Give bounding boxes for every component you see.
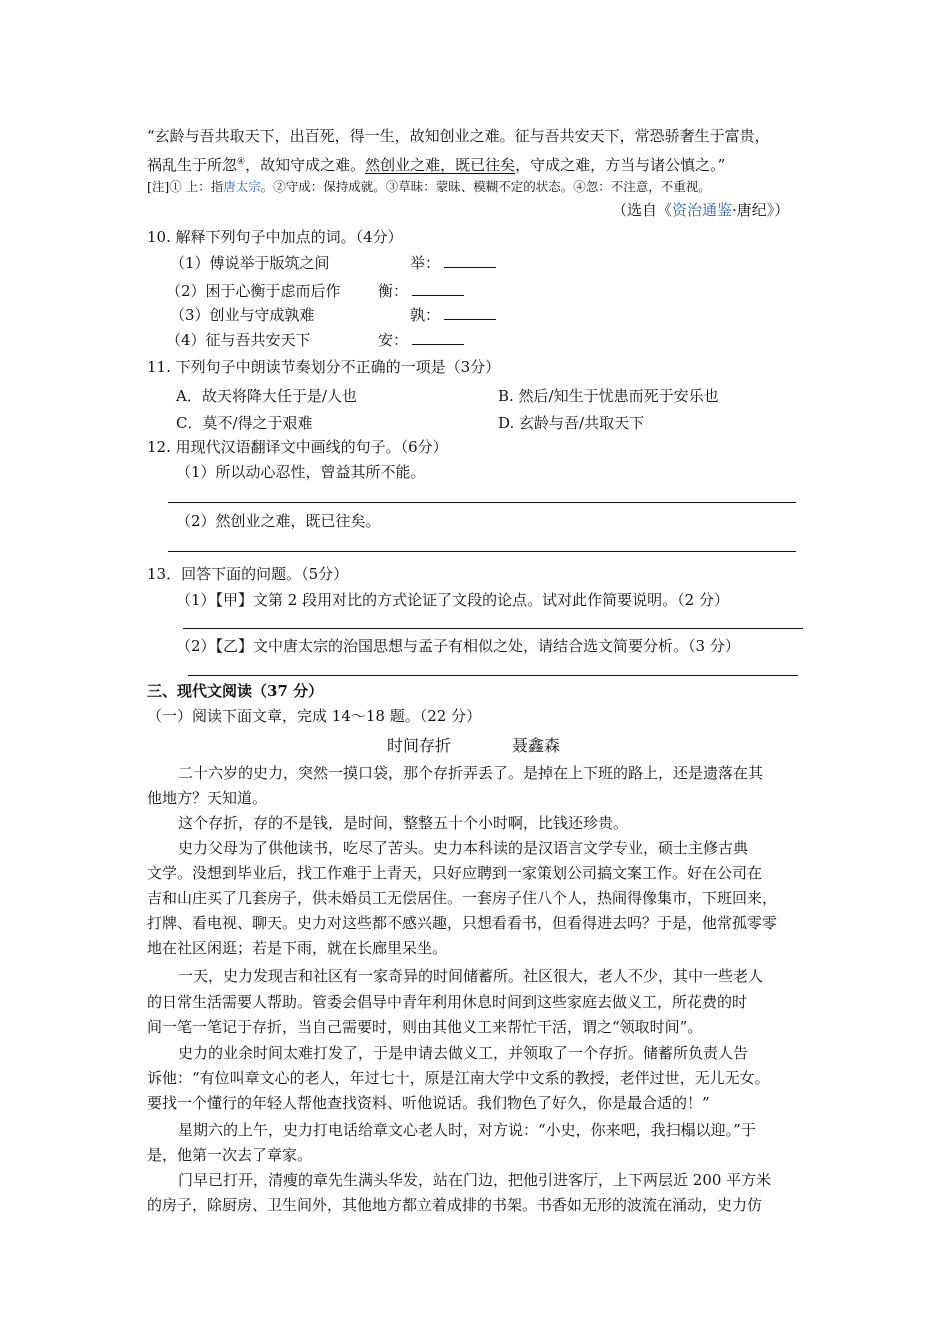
question-11-title: 11. 下列句子中朗读节奏划分不正确的一项是（3分） <box>147 358 501 376</box>
article-author: 聂鑫森 <box>512 736 561 755</box>
note-part-a: [注]① 上：指 <box>147 179 224 194</box>
question-10-answer-1 <box>410 253 496 273</box>
question-13-sub-1: （1）【甲】文第 2 段用对比的方式论证了文段的论点。试对此作简要说明。（2 分） <box>176 591 729 609</box>
question-12-sentence-2: （2）然创业之难，既已往矣。 <box>176 512 381 530</box>
article-line: 吉和山庄买了几套房子，供未婚员工无偿居住。一套房子住八个人，热闹得像集市，下班回来， <box>147 889 778 907</box>
question-12-title: 12. 用现代汉语翻译文中画线的句子。（6分） <box>147 438 448 456</box>
note-link-tangtaizong[interactable]: 唐太宗 <box>223 179 261 194</box>
article-line: 二十六岁的史力，突然一摸口袋，那个存折弄丢了。是掉在上下班的路上，还是遗落在其 <box>178 764 764 782</box>
question-11-option-c[interactable]: C．莫不/得之于艰难 <box>176 414 313 432</box>
answer-3-blank[interactable] <box>444 305 496 320</box>
article-line: 史力的业余时间太难打发了，于是申请去做义工，并领取了一个存折。储蓄所负责人告 <box>178 1044 749 1062</box>
article-line: 要找一个懂行的年轻人帮他查找资料、听他说话。我们物色了好久，你是最合适的！” <box>147 1094 710 1112</box>
question-12-sentence-1: （1）所以动心忍性，曾益其所不能。 <box>176 463 426 481</box>
article-line: 间一笔一笔记于存折，当自己需要时，则由其他义工来帮忙干活，谓之“领取时间”。 <box>147 1018 703 1036</box>
question-10-answer-2 <box>378 281 464 301</box>
note-part-b: 。②守成：保持成就。③草昧：蒙昧、模糊不定的状态。④忽：不注意，不重视。 <box>260 179 711 194</box>
article-line: 这个存折，存的不是钱，是时间，整整五十个小时啊，比钱还珍贵。 <box>178 814 629 832</box>
answer-4-label: 安： <box>378 331 409 349</box>
article-line: 门早已打开，清瘦的章先生满头华发，站在门边，把他引进客厅，上下两层近 200 平方米 <box>178 1171 772 1189</box>
answer-line-12-2[interactable] <box>168 551 796 552</box>
section-3-heading: 三、现代文阅读（37 分） <box>147 682 324 700</box>
article-line: 地在社区闲逛；若是下雨，就在长廊里呆坐。 <box>147 939 448 957</box>
article-line: 他地方？天知道。 <box>147 789 268 807</box>
answer-2-label: 衡： <box>378 282 409 300</box>
question-11-option-d[interactable]: D. 玄龄与吾/共取天下 <box>498 414 645 432</box>
answer-4-blank[interactable] <box>412 330 464 345</box>
question-10-item-4: （4）征与吾共安天下 <box>166 331 311 349</box>
article-line: 史力父母为了供他读书，吃尽了苦头。史力本科读的是汉语言文学专业，硕士主修古典 <box>178 839 749 857</box>
question-10-item-2: （2）困于心衡于虑而后作 <box>166 282 341 300</box>
article-line: 是，他第一次去了章家。 <box>147 1146 313 1164</box>
quote-line-2-part-b: ，故知守成之难。 <box>245 156 366 174</box>
annotation-note <box>147 177 711 197</box>
question-13-title: 13．回答下面的问题。（5分） <box>147 565 349 583</box>
source-link-zizhitongjian[interactable]: 资治通鉴 <box>672 201 733 219</box>
quote-line-1: “玄龄与吾共取天下，出百死，得一生，故知创业之难。征与吾共安天下，常恐骄奢生于富贵， <box>147 127 770 145</box>
article-title: 时间存折 <box>387 736 452 755</box>
article-line: 星期六的上午，史力打电话给章文心老人时，对方说：“小史，你来吧，我扫榻以迎。”于 <box>178 1121 756 1139</box>
question-13-sub-2: （2）【乙】文中唐太宗的治国思想与孟子有相似之处，请结合选文简要分析。（3 分） <box>176 637 740 655</box>
answer-line-12-1[interactable] <box>168 502 796 503</box>
source-citation <box>612 200 789 220</box>
question-10-title: 10. 解释下列句子中加点的词。（4分） <box>147 228 403 246</box>
quote-line-2-part-c: ，守成之难，方当与诸公慎之。” <box>515 156 726 174</box>
answer-line-13-1[interactable] <box>183 628 803 629</box>
quote-line-2-part-a: 祸乱生于所忽 <box>147 156 238 174</box>
footnote-mark: ④ <box>237 157 246 167</box>
article-line: 的日常生活需要人帮助。管委会倡导中青年利用休息时间到这些家庭去做义工，所花费的时 <box>147 993 748 1011</box>
answer-2-blank[interactable] <box>412 281 464 296</box>
answer-1-label: 举： <box>410 254 441 272</box>
answer-3-label: 孰： <box>410 306 441 324</box>
quote-line-2 <box>147 152 725 175</box>
question-10-item-3: （3）创业与守成孰难 <box>170 306 315 324</box>
article-line: 的房子，除厨房、卫生间外，其他地方都立着成排的书架。书香如无形的波流在涌动，史力仿 <box>147 1196 763 1214</box>
question-10-answer-4 <box>378 330 464 350</box>
question-11-option-b[interactable]: B. 然后/知生于忧患而死于安乐也 <box>498 387 719 405</box>
source-part-a: （选自《 <box>612 201 673 219</box>
question-10-answer-3 <box>410 305 496 325</box>
answer-1-blank[interactable] <box>444 253 496 268</box>
question-11-option-a[interactable]: A．故天将降大任于是/人也 <box>176 387 357 405</box>
source-part-b: ·唐纪》） <box>732 201 790 219</box>
article-line: 打牌、看电视、聊天。史力对这些都不感兴趣，只想看看书，但看得进去吗？于是，他常孤零零 <box>147 914 778 932</box>
article-line: 文学。没想到毕业后，找工作难于上青天，只好应聘到一家策划公司搞文案工作。好在公司在 <box>147 864 763 882</box>
question-10-item-1: （1）傅说举于版筑之间 <box>170 254 330 272</box>
article-line: 一天，史力发现吉和社区有一家奇异的时间储蓄所。社区很大，老人不少，其中一些老人 <box>178 967 764 985</box>
article-line: 诉他：“有位叫章文心的老人，年过七十，原是江南大学中文系的教授，老伴过世，无儿无女。 <box>147 1069 770 1087</box>
section-3-subheading: （一）阅读下面文章，完成 14～18 题。（22 分） <box>147 707 482 725</box>
answer-line-13-2[interactable] <box>188 675 798 676</box>
underlined-sentence: 然创业之难，既已往矣 <box>365 156 516 174</box>
